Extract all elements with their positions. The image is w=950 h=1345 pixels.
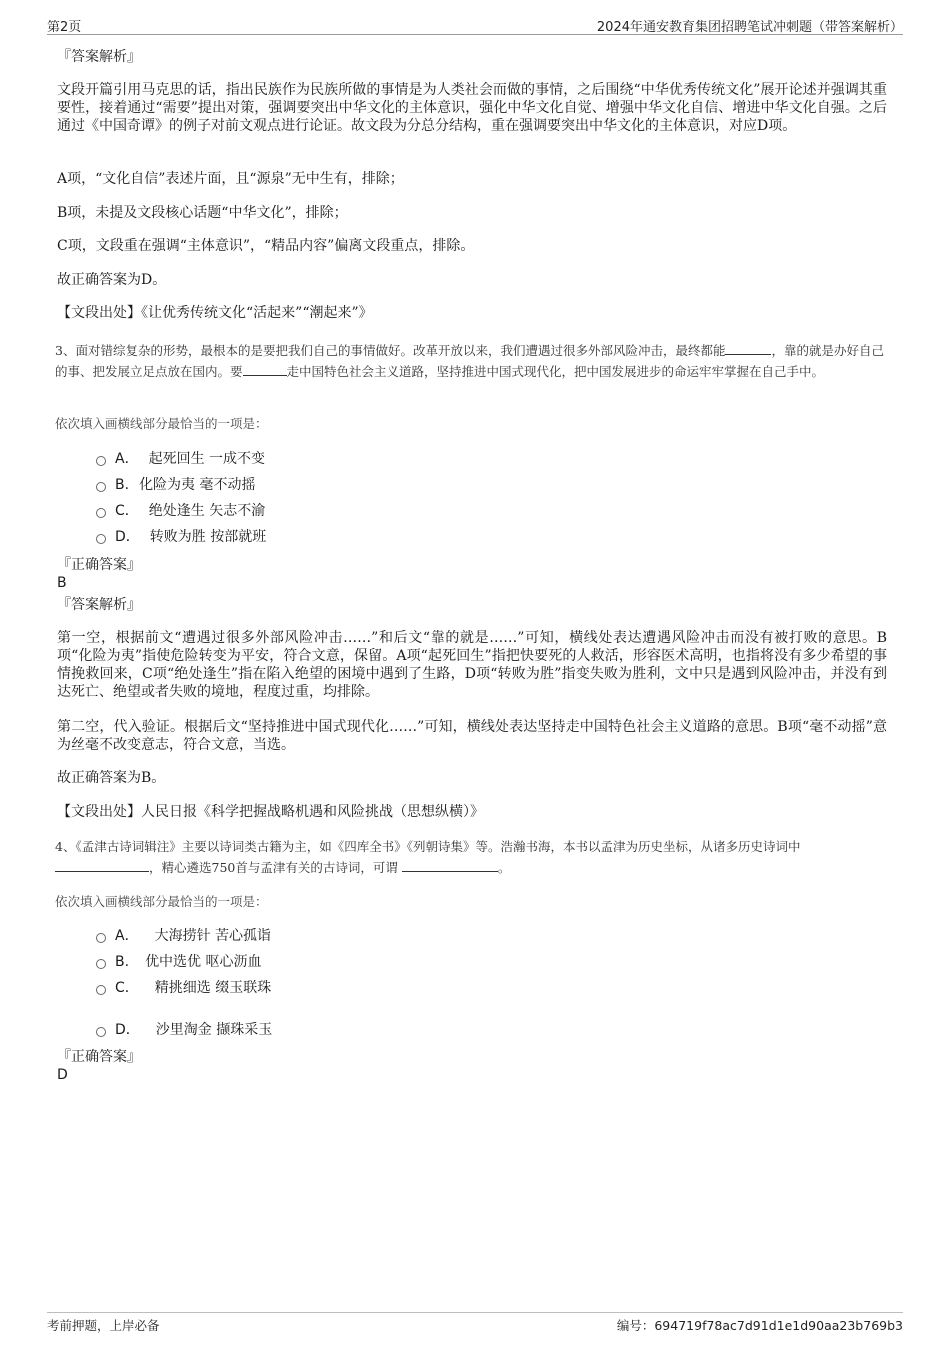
question-4-option-a[interactable]: A． 大海捞针 苦心孤诣 — [96, 927, 271, 945]
page-header — [47, 14, 903, 35]
radio-icon[interactable] — [96, 933, 106, 943]
blank-1 — [725, 342, 771, 355]
blank-2 — [402, 859, 498, 872]
question-4-option-d[interactable]: D． 沙里淘金 撷珠采玉 — [96, 1021, 272, 1039]
radio-icon[interactable] — [96, 534, 106, 544]
question-3-option-a[interactable]: A． 起死回生 一成不变 — [96, 450, 265, 468]
question-3-stem: 3、面对错综复杂的形势，最根本的是要把我们自己的事情做好。改革开放以来，我们遭遇过很多外部风险冲击，最终都能 ，靠的就是办好自己的事、把发展立足点放在国内。要 走中国特色社会主义道路，坚持推进中国式现代化，把中国发展进步的命运牢牢掌握在自己手中。 — [55, 343, 884, 379]
analysis-option-a: A项，“文化自信”表述片面，且“源泉”无中生有，排除； — [57, 171, 404, 187]
question-4-option-c[interactable]: C． 精挑细选 缀玉联珠 — [96, 979, 271, 997]
document-title: 2024年通安教育集团招聘笔试冲刺题（带答案解析） — [596, 20, 903, 35]
radio-icon[interactable] — [96, 456, 106, 466]
analysis-label: 『答案解析』 — [57, 597, 141, 613]
analysis-option-b: B项，未提及文段核心话题“中华文化”，排除； — [57, 205, 348, 221]
correct-answer-label: 『正确答案』 — [57, 557, 141, 573]
radio-icon[interactable] — [96, 985, 106, 995]
blank-1 — [55, 859, 149, 872]
radio-icon[interactable] — [96, 959, 106, 969]
question-4-option-b[interactable]: B. 优中选优 呕心沥血 — [96, 953, 262, 971]
analysis-option-c: C项，文段重在强调“主体意识”，“精品内容”偏离文段重点，排除。 — [57, 238, 475, 254]
radio-icon[interactable] — [96, 508, 106, 518]
analysis-paragraph-1: 第一空，根据前文“遭遇过很多外部风险冲击……”和后文“靠的就是……”可知，横线处表达遭遇风险冲击而没有被打败的意思。B项“化险为夷”指使危险转变为平安，符合文意，保留。A项“起死回生”指把快要死的人救活，形容医术高明，也指将没有多少希望的事情挽救回来，C项“绝处逢生”指在陷入绝望的困境中遇到了生路，D项“转败为胜”指变失败为胜利，文中只是遇到风险冲击，并没有到达死亡、绝望或者失败的境地，程度过重，均排除。 — [57, 630, 887, 700]
radio-icon[interactable] — [96, 482, 106, 492]
analysis-conclusion: 故正确答案为B。 — [57, 770, 166, 786]
analysis-label: 『答案解析』 — [57, 49, 141, 65]
source-citation: 【文段出处】人民日报《科学把握战略机遇和风险挑战（思想纵横）》 — [57, 804, 484, 820]
correct-answer: D — [57, 1067, 68, 1083]
page-footer — [47, 1312, 903, 1333]
question-3-option-b[interactable]: B. 化险为夷 毫不动摇 — [96, 476, 256, 494]
analysis-paragraph-2: 第二空，代入验证。根据后文“坚持推进中国式现代化……”可知，横线处表达坚持走中国特色社会主义道路的意思。B项“毫不动摇”意为丝毫不改变意志，符合文意，当选。 — [57, 719, 887, 753]
document-code: 编号：694719f78ac7d91d1e1d90aa23b769b3 — [616, 1318, 903, 1333]
question-4-stem: 4、《孟津古诗词辑注》主要以诗词类古籍为主，如《四库全书》《列朝诗集》等。浩瀚书海，本书以孟津为历史坐标，从诸多历史诗词中，精心遴选750首与孟津有关的古诗词，可谓 。 — [55, 839, 801, 875]
question-4-prompt: 依次填入画横线部分最恰当的一项是： — [55, 894, 268, 909]
blank-2 — [243, 363, 287, 376]
correct-answer-label: 『正确答案』 — [57, 1049, 141, 1065]
radio-icon[interactable] — [96, 1027, 106, 1037]
analysis-paragraph: 文段开篇引用马克思的话，指出民族作为民族所做的事情是为人类社会而做的事情，之后围绕“中华优秀传统文化”展开论述并强调其重要性，接着通过“需要”提出对策，强调要突出中华文化的主体意识，强化中华文化自觉、增强中华文化自信、增进中华文化自强。之后通过《中国奇谭》的例子对前文观点进行论证。故文段为分总分结构，重在强调要突出中华文化的主体意识，对应D项。 — [57, 82, 887, 134]
footer-slogan: 考前押题，上岸必备 — [47, 1318, 160, 1333]
question-3-prompt: 依次填入画横线部分最恰当的一项是： — [55, 416, 268, 431]
question-3-option-c[interactable]: C． 绝处逢生 矢志不渝 — [96, 502, 265, 520]
analysis-conclusion: 故正确答案为D。 — [57, 272, 167, 288]
question-3-option-d[interactable]: D． 转败为胜 按部就班 — [96, 528, 266, 546]
source-citation: 【文段出处】《让优秀传统文化“活起来”“潮起来”》 — [57, 305, 373, 321]
correct-answer: B — [57, 575, 67, 591]
page-number: 第2页 — [47, 20, 82, 35]
